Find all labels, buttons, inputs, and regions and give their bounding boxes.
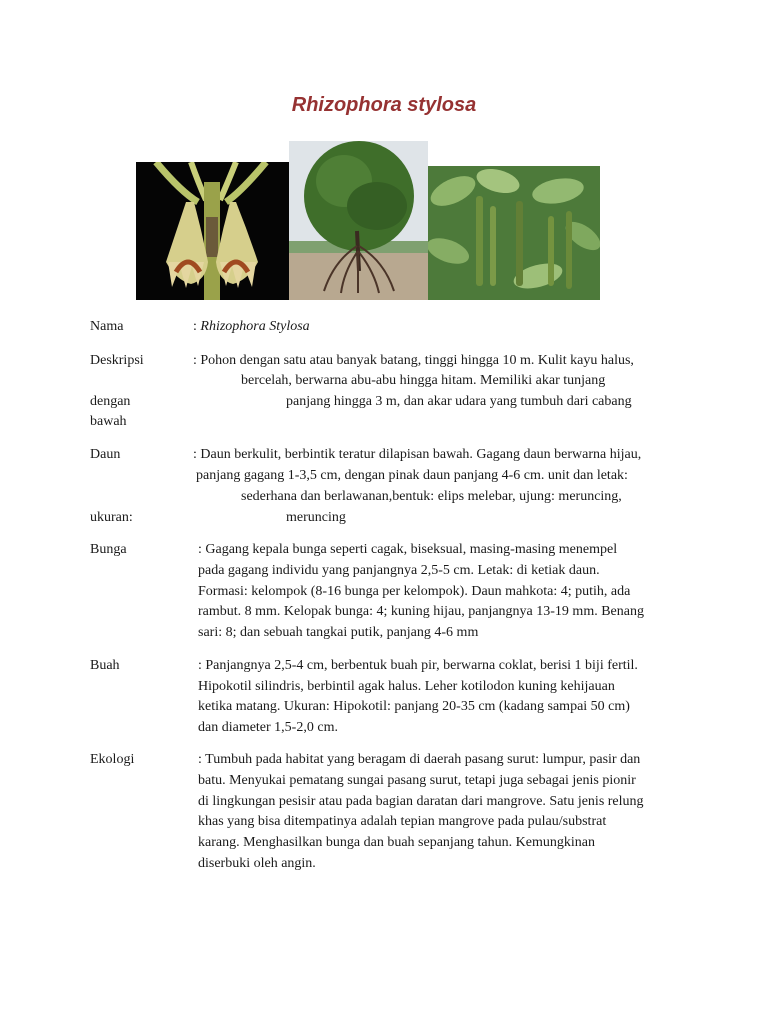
leaves-propagules-photo xyxy=(428,166,600,300)
ekologi-line: khas yang bisa ditempatinya adalah tepian mangrove pada pulau/substrat xyxy=(198,814,607,829)
bunga-line: sari: 8; dan sebuah tangkai putik, panjang 4-6 mm xyxy=(198,625,479,640)
ekologi-label: Ekologi xyxy=(90,752,135,767)
buah-line: dan diameter 1,5-2,0 cm. xyxy=(198,720,338,735)
bunga-line: rambut. 8 mm. Kelopak bunga: 4; kuning hijau, panjangnya 13-19 mm. Benang xyxy=(198,604,644,619)
bunga-line: : Gagang kepala bunga seperti cagak, biseksual, masing-masing menempel xyxy=(198,542,618,557)
ekologi-line: batu. Menyukai pematang sungai pasang surut, tetapi juga sebagai jenis pionir xyxy=(198,773,636,788)
daun-line: sederhana dan berlawanan,bentuk: elips melebar, ujung: meruncing, xyxy=(241,489,622,504)
ekologi-line: diserbuki oleh angin. xyxy=(198,856,316,871)
nama-value-line xyxy=(193,317,310,337)
daun-label: Daun xyxy=(90,447,121,462)
ekologi-line: : Tumbuh pada habitat yang beragam di daerah pasang surut: lumpur, pasir dan xyxy=(198,752,641,767)
buah-label: Buah xyxy=(90,658,120,673)
deskripsi-label: Deskripsi xyxy=(90,353,144,368)
deskripsi-line: bercelah, berwarna abu-abu hingga hitam. Memiliki akar tunjang xyxy=(241,373,606,388)
nama-value: Rhizophora Stylosa xyxy=(200,319,310,334)
nama-label: Nama xyxy=(90,319,124,334)
page-title: Rhizophora stylosa xyxy=(291,94,477,116)
buah-line: Hipokotil silindris, berbintil agak halus. Leher kotilodon kuning kehijauan xyxy=(198,679,615,694)
deskripsi-line: : Pohon dengan satu atau banyak batang, tinggi hingga 10 m. Kulit kayu halus, xyxy=(193,353,634,368)
bunga-label: Bunga xyxy=(90,542,127,557)
bunga-line: Formasi: kelompok (8-16 bunga per kelompok). Daun mahkota: 4; putih, ada xyxy=(198,584,631,599)
daun-line: meruncing xyxy=(286,510,346,525)
deskripsi-line: bawah xyxy=(90,414,127,429)
daun-line: ukuran: xyxy=(90,510,133,525)
deskripsi-line: dengan xyxy=(90,394,131,409)
ekologi-line: karang. Menghasilkan bunga dan buah sepanjang tahun. Kemungkinan xyxy=(198,835,595,850)
nama-colon: : xyxy=(193,319,201,334)
ekologi-line: di lingkungan pesisir atau pada bagian daratan dari mangrove. Satu jenis relung xyxy=(198,794,644,809)
daun-line: : Daun berkulit, berbintik teratur dilapisan bawah. Gagang daun berwarna hijau, xyxy=(193,447,642,462)
buah-line: ketika matang. Ukuran: Hipokotil: panjang 20-35 cm (kadang sampai 50 cm) xyxy=(198,699,630,714)
buah-line: : Panjangnya 2,5-4 cm, berbentuk buah pir, berwarna coklat, berisi 1 biji fertil. xyxy=(198,658,638,673)
mangrove-tree-photo xyxy=(289,141,428,300)
daun-line: panjang gagang 1-3,5 cm, dengan pinak daun panjang 4-6 cm. unit dan letak: xyxy=(196,468,628,483)
flower-photo xyxy=(136,162,289,300)
deskripsi-line: panjang hingga 3 m, dan akar udara yang tumbuh dari cabang xyxy=(286,394,632,409)
bunga-line: pada gagang individu yang panjangnya 2,5-5 cm. Letak: di ketiak daun. xyxy=(198,563,600,578)
